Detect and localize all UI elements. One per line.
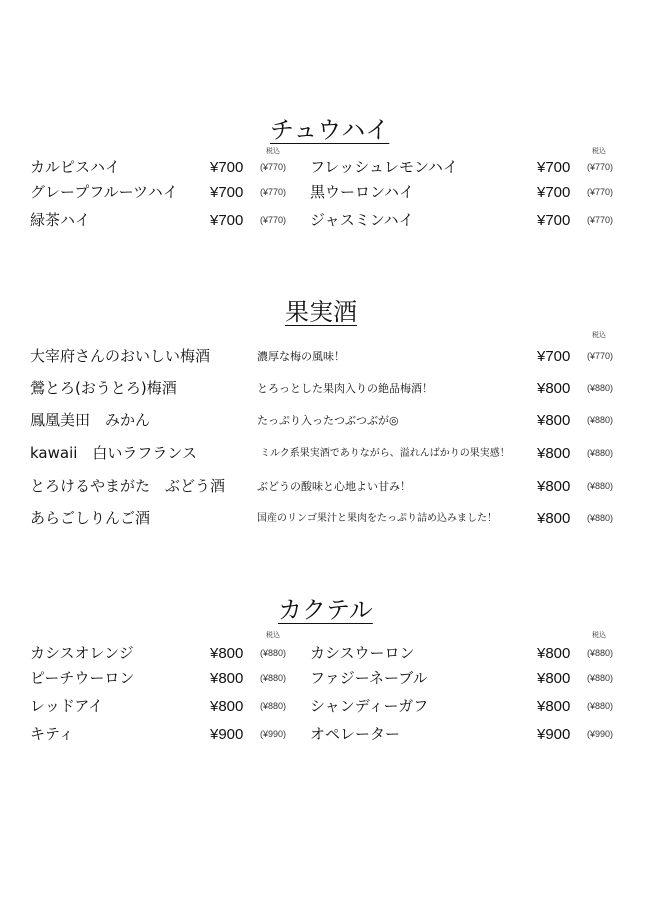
menu-item-price: ¥800 — [210, 670, 244, 687]
menu-item-description: 濃厚な梅の風味！ — [257, 350, 345, 363]
menu-item-tax-price: (¥990) — [587, 729, 614, 739]
menu-item-name: あらごしりんご酒 — [30, 509, 151, 527]
menu-item-tax-price: (¥880) — [587, 648, 614, 658]
menu-item-name: ファジーネーブル — [310, 669, 428, 687]
tax-included-label: 税込 — [266, 147, 280, 155]
menu-item-tax-price: (¥770) — [260, 162, 287, 172]
menu-item-tax-price: (¥770) — [260, 187, 287, 197]
menu-item-name: フレッシュレモンハイ — [310, 158, 458, 176]
menu-item-price: ¥700 — [210, 159, 244, 176]
menu-item-name: ジャスミンハイ — [310, 211, 414, 229]
menu-item-price: ¥800 — [210, 698, 244, 715]
menu-item-tax-price: (¥880) — [587, 701, 614, 711]
menu-item-price: ¥800 — [537, 698, 571, 715]
menu-item-price: ¥800 — [210, 645, 244, 662]
menu-item-description: とろっとした果肉入りの絶品梅酒！ — [257, 382, 433, 395]
menu-item-tax-price: (¥880) — [587, 448, 614, 458]
tax-included-label: 税込 — [592, 147, 606, 155]
menu-item-tax-price: (¥880) — [260, 673, 287, 683]
menu-item-price: ¥800 — [537, 645, 571, 662]
menu-item-price: ¥700 — [210, 212, 244, 229]
menu-item-name: オペレーター — [310, 725, 401, 743]
tax-included-label: 税込 — [592, 331, 606, 339]
menu-item-tax-price: (¥880) — [260, 701, 287, 711]
tax-included-label: 税込 — [266, 631, 280, 639]
section-title-kajitsushu: 果実酒 — [285, 298, 357, 326]
section-title-chuhai: チュウハイ — [270, 116, 390, 144]
menu-item-description: 国産のリンゴ果汁と果肉をたっぷり詰め込みました！ — [257, 513, 497, 524]
menu-item-name: レッドアイ — [30, 697, 104, 715]
menu-item-name: kawaii 白いラフランス — [30, 444, 197, 462]
menu-item-price: ¥800 — [537, 478, 571, 495]
menu-item-description: ミルク系果実酒でありながら、溢れんばかりの果実感！ — [260, 448, 510, 459]
menu-item-tax-price: (¥770) — [587, 215, 614, 225]
menu-item-tax-price: (¥770) — [587, 162, 614, 172]
menu-item-name: 緑茶ハイ — [30, 211, 91, 229]
menu-item-name: カシスウーロン — [310, 644, 415, 662]
menu-item-price: ¥700 — [210, 184, 244, 201]
menu-item-price: ¥700 — [537, 212, 571, 229]
menu-item-price: ¥800 — [537, 670, 571, 687]
menu-item-price: ¥700 — [537, 348, 571, 365]
menu-item-name: グレープフルーツハイ — [30, 183, 178, 201]
menu-item-tax-price: (¥880) — [587, 415, 614, 425]
menu-item-description: ぶどうの酸味と心地よい甘み！ — [257, 480, 411, 493]
menu-item-price: ¥900 — [537, 726, 571, 743]
menu-item-tax-price: (¥880) — [587, 481, 614, 491]
menu-item-name: キティ — [30, 725, 74, 743]
menu-item-tax-price: (¥990) — [260, 729, 287, 739]
menu-item-name: 鶯とろ(おうとろ)梅酒 — [30, 379, 177, 397]
menu-item-name: 鳳凰美田 みかん — [30, 411, 151, 429]
menu-item-name: 黒ウーロンハイ — [310, 183, 414, 201]
menu-item-price: ¥800 — [537, 380, 571, 397]
section-title-cocktail: カクテル — [278, 596, 373, 624]
menu-item-tax-price: (¥880) — [587, 673, 614, 683]
tax-included-label: 税込 — [592, 631, 606, 639]
menu-item-price: ¥800 — [537, 412, 571, 429]
menu-item-description: たっぷり入ったつぶつぶが◎ — [257, 414, 399, 427]
menu-item-name: ピーチウーロン — [30, 669, 135, 687]
menu-item-tax-price: (¥770) — [587, 187, 614, 197]
menu-item-name: 大宰府さんのおいしい梅酒 — [30, 347, 211, 365]
menu-item-tax-price: (¥770) — [260, 215, 287, 225]
menu-item-price: ¥800 — [537, 445, 571, 462]
menu-item-name: カルピスハイ — [30, 158, 121, 176]
menu-item-tax-price: (¥880) — [587, 513, 614, 523]
menu-item-price: ¥700 — [537, 184, 571, 201]
menu-item-tax-price: (¥880) — [260, 648, 287, 658]
menu-item-price: ¥900 — [210, 726, 244, 743]
menu-item-name: カシスオレンジ — [30, 644, 134, 662]
menu-item-price: ¥800 — [537, 510, 571, 527]
menu-item-price: ¥700 — [537, 159, 571, 176]
menu-item-tax-price: (¥770) — [587, 351, 614, 361]
menu-item-name: シャンディーガフ — [310, 697, 429, 715]
menu-item-name: とろけるやまがた ぶどう酒 — [30, 477, 226, 495]
menu-item-tax-price: (¥880) — [587, 383, 614, 393]
